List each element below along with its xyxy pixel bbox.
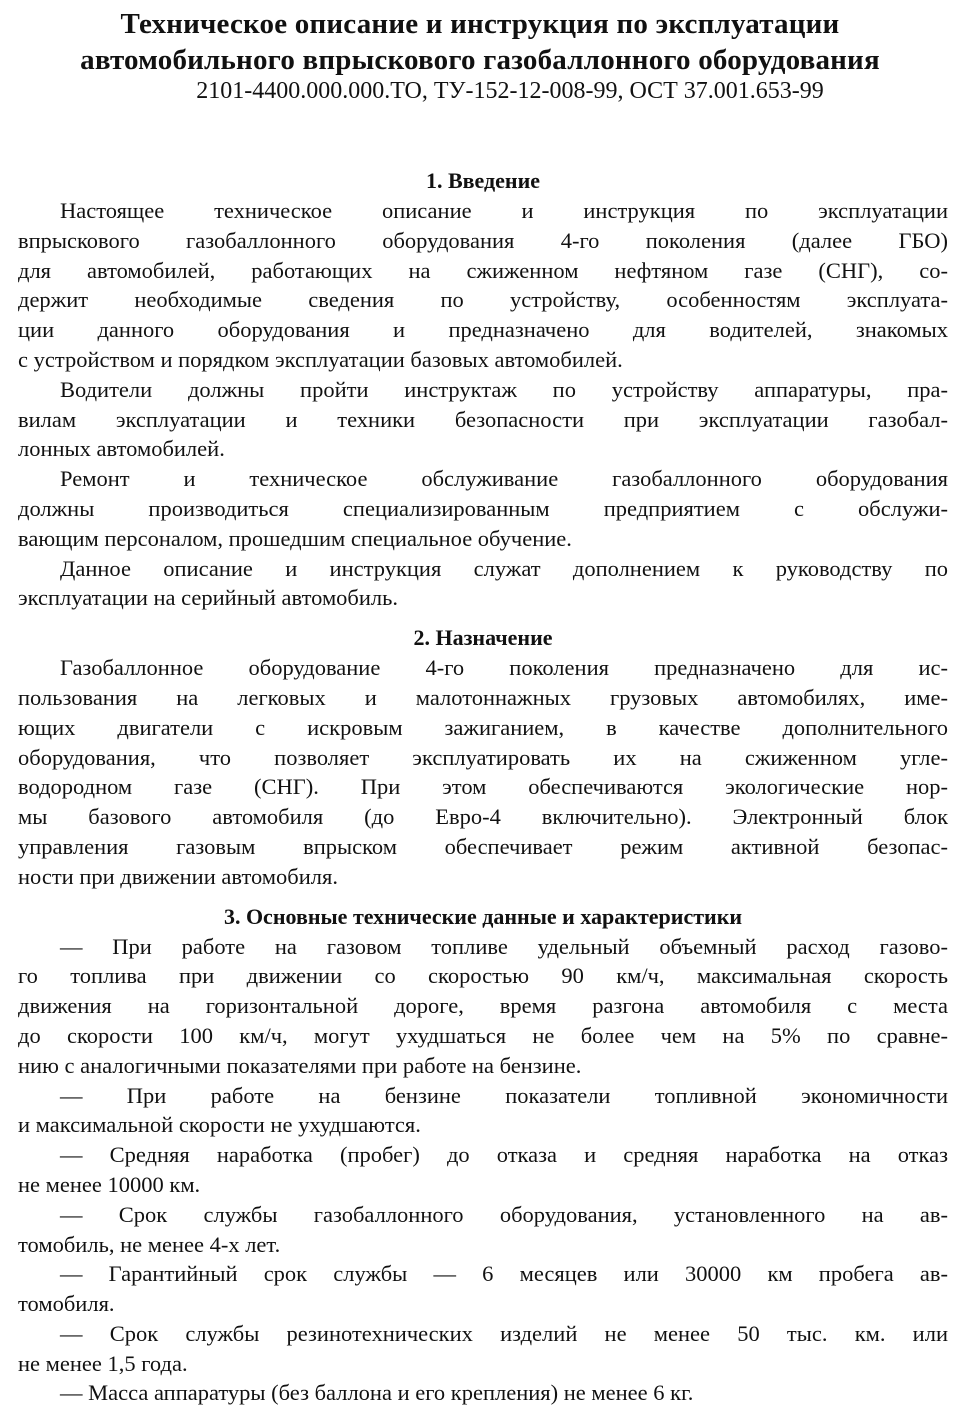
text-line: эксплуатации на серийный автомобиль. xyxy=(18,585,399,611)
text-line: вающим персоналом, прошедшим специальное обучение. xyxy=(18,525,572,551)
text-line: Ремонт и техническое обслуживание газобаллонного оборудования xyxy=(60,466,948,492)
text-line: — При работе на бензине показатели топливной экономичности xyxy=(60,1082,948,1108)
section-heading: 2. Назначение xyxy=(413,625,553,651)
text-line: го топлива при движении со скоростью 90 км/ч, максимальная скорость xyxy=(18,963,948,989)
section xyxy=(18,623,948,891)
section xyxy=(18,902,948,1409)
text-line: — Срок службы газобаллонного оборудования, установленного на ав- xyxy=(60,1201,948,1227)
paragraph xyxy=(18,554,948,614)
text-line: впрыскового газобаллонного оборудования 4-го поколения (далее ГБО) xyxy=(18,227,948,253)
text-line: — Масса аппаратуры (без баллона и его крепления) не менее 6 кг. xyxy=(60,1380,694,1406)
section-heading: 1. Введение xyxy=(425,168,541,193)
text-line: мы базового автомобиля (до Евро-4 включительно). Электронный блок xyxy=(18,804,948,830)
text-line: Настоящее техническое описание и инструкция по эксплуатации xyxy=(60,198,948,223)
paragraph xyxy=(18,375,948,464)
text-line: Газобаллонное оборудование 4-го поколения предназначено для ис- xyxy=(60,655,948,681)
text-line: и максимальной скорости не ухудшаются. xyxy=(18,1112,421,1138)
text-line: — Гарантийный срок службы — 6 месяцев или 30000 км пробега ав- xyxy=(60,1261,948,1287)
text-line: управления газовым впрыском обеспечивает режим активной безопас- xyxy=(18,833,948,859)
text-line: с устройством и порядком эксплуатации базовых автомобилей. xyxy=(18,346,623,372)
text-line: для автомобилей, работающих на сжиженном нефтяном газе (СНГ), со- xyxy=(18,257,948,283)
text-line: держит необходимые сведения по устройству, особенностям эксплуата- xyxy=(18,287,948,313)
text-line: Данное описание и инструкция служат дополнением к руководству по xyxy=(60,555,948,581)
document-body xyxy=(18,166,948,1408)
text-line: томобиль, не менее 4-х лет. xyxy=(18,1231,281,1257)
text-line: ющих двигатели с искровым зажиганием, в качестве дополнительного xyxy=(18,714,948,740)
document-title-line-1: Техническое описание и инструкция по эксплуатации xyxy=(120,8,840,40)
document-codes: 2101-4400.000.000.ТО, ТУ-152-12-008-99, ОСТ 37.001.653-99 xyxy=(196,78,824,104)
text-line: вилам эксплуатации и техники безопасности при эксплуатации газобал- xyxy=(18,406,948,432)
text-line: не менее 1,5 года. xyxy=(18,1350,188,1376)
text-line: Водители должны пройти инструктаж по устройству аппаратуры, пра- xyxy=(60,376,948,402)
paragraph xyxy=(18,932,948,1081)
text-line: до скорости 100 км/ч, могут ухудшаться не более чем на 5% по сравне- xyxy=(18,1022,948,1048)
section-heading: 3. Основные технические данные и характеристики xyxy=(223,903,743,929)
text-line: не менее 10000 км. xyxy=(18,1171,201,1197)
text-line: пользования на легковых и малотоннажных грузовых автомобилях, име- xyxy=(18,684,948,710)
paragraph xyxy=(18,1081,948,1141)
text-line: — Срок службы резинотехнических изделий не менее 50 тыс. км. или xyxy=(60,1320,948,1346)
paragraph xyxy=(18,653,948,891)
document-title-line-2: автомобильного впрыскового газобаллонного оборудования xyxy=(80,44,880,76)
paragraph xyxy=(18,1200,948,1260)
text-line: оборудования, что позволяет эксплуатировать их на сжиженном угле- xyxy=(18,744,948,770)
text-line: ности при движении автомобиля. xyxy=(18,863,338,889)
text-line: — Средняя наработка (пробег) до отказа и средняя наработка на отказ xyxy=(60,1142,948,1168)
text-line: нию с аналогичными показателями при работе на бензине. xyxy=(18,1052,582,1078)
paragraph xyxy=(18,464,948,553)
text-line: ции данного оборудования и предназначено для водителей, знакомых xyxy=(18,317,948,343)
paragraph xyxy=(18,1378,948,1408)
paragraph xyxy=(18,1319,948,1379)
text-line: должны производиться специализированным предприятием с обслужи- xyxy=(18,495,948,521)
text-line: томобиля. xyxy=(18,1291,115,1317)
paragraph xyxy=(18,1259,948,1319)
text-line: водородном газе (СНГ). При этом обеспечиваются экологические нор- xyxy=(18,774,948,800)
section xyxy=(18,166,948,613)
text-line: лонных автомобилей. xyxy=(18,436,225,462)
text-line: — При работе на газовом топливе удельный объемный расход газово- xyxy=(60,933,948,959)
paragraph xyxy=(18,1140,948,1200)
text-line: движения на горизонтальной дороге, время разгона автомобиля с места xyxy=(18,993,948,1019)
paragraph xyxy=(18,196,948,375)
